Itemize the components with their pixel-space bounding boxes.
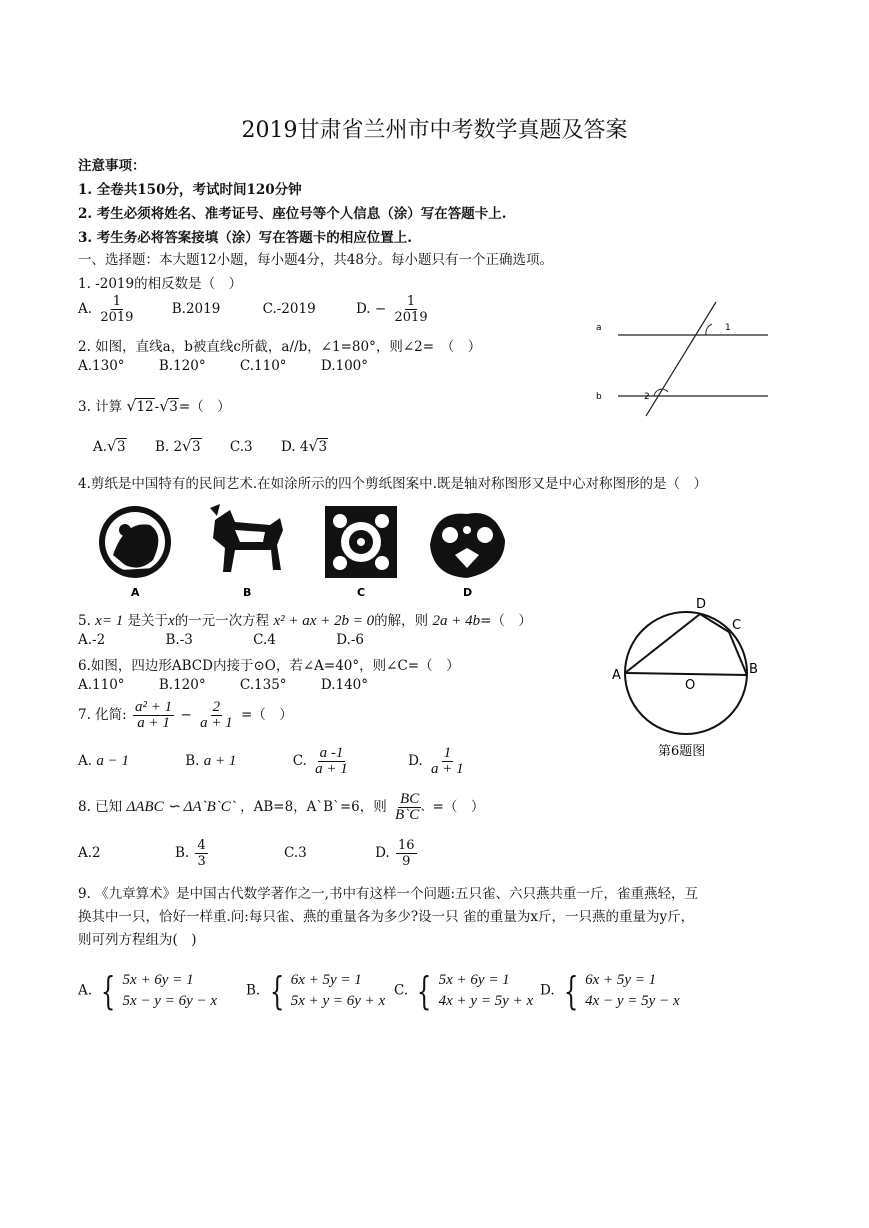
- question-9-line: 9. 《九章算术》是中国古代数学著作之一,书中有这样一个问题:五只雀、六只燕共重一斤，雀重燕轻，互: [78, 886, 699, 902]
- option-a-fraction: $\frac{1}{2019}$: [100, 294, 134, 325]
- question-8-options: A.2 B. $\frac{4}{3}$ C.3 D. $\frac{16}{9}$: [78, 838, 415, 869]
- option-d: D.100°: [320, 358, 369, 374]
- question-9-option-b: B. { 6x + 5y = 1 5x + y = 6y + x: [246, 969, 386, 1013]
- inscribed-quadrilateral-figure: [608, 595, 768, 765]
- option-c: C.135°: [239, 677, 287, 693]
- point-c-label: C: [732, 618, 742, 633]
- option-c: C.3: [229, 439, 253, 455]
- notice-heading: 注意事项：: [78, 158, 146, 174]
- option-d-fraction: $\frac{1}{2019}$: [394, 294, 428, 325]
- question-4-stem: 4.剪纸是中国特有的民间艺术.在如涂所示的四个剪纸图案中.既是轴对称图形又是中心对称图形的是（ ）: [78, 476, 707, 492]
- question-6-options: [78, 677, 368, 693]
- question-9-option-d: D. { 6x + 5y = 1 4x − y = 5y − x: [540, 969, 680, 1013]
- line-a-label: a: [596, 323, 602, 333]
- paper-cut-c-image: [325, 506, 397, 578]
- question-9-line: 换其中一只，恰好一样重.问:每只雀、燕的重量各为多少?设一只 雀的重量为x斤，一只燕的重量为y斤，: [78, 909, 695, 925]
- option-a: A.: [93, 439, 108, 455]
- option-a: A.: [78, 753, 93, 769]
- figure-6-caption: 第6题图: [658, 744, 706, 759]
- option-d-label: D.: [355, 301, 371, 317]
- page-title: 2019甘肃省兰州市中考数学真题及答案: [241, 118, 628, 143]
- line-b-label: b: [596, 392, 602, 402]
- angle-1-label: 1: [725, 323, 731, 333]
- paper-cut-b-label: B: [243, 586, 252, 599]
- paper-cut-c-label: C: [357, 586, 366, 599]
- paper-cut-d-image: [430, 513, 505, 578]
- option-d: D.: [408, 753, 423, 769]
- option-c: C.-2019: [262, 301, 316, 317]
- option-b: B.: [185, 753, 200, 769]
- paper-cut-a-label: A: [131, 586, 140, 599]
- question-1-options: [78, 294, 432, 325]
- question-5-stem: 5. x= 1 是关于x的一元一次方程 x² + ax + 2b = 0的解，则 2a + 4b=（ ）: [78, 613, 532, 629]
- option-b: B. 2: [154, 439, 183, 455]
- question-8-stem: 8. 已知 ΔABC ∽ ΔA`B`C` ，AB=8，A`B`=6，则 $\frac{BC}{B`C`}$ =（ ）: [78, 791, 485, 823]
- paper-cut-b-image: [210, 504, 283, 572]
- option-d: D. 4: [280, 439, 309, 455]
- notice-item: 3. 考生务必将答案接填（涂）写在答题卡的相应位置上.: [78, 230, 412, 246]
- question-7-stem: 7. 化简: $\frac{\text{a² + 1}}{a + 1}$ − $\frac{2}{a + 1}$ =（ ）: [78, 699, 293, 731]
- question-6-stem: 6.如图，四边形ABCD内接于⊙O，若∠A=40°，则∠C=（ ）: [78, 658, 460, 674]
- option-b: B.120°: [158, 358, 206, 374]
- option-a: A.130°: [78, 358, 125, 374]
- option-a: A.2: [78, 845, 101, 861]
- question-7-options: A. a − 1 B. a + 1 C. $\frac{a -1}{a + 1}$ D. $\frac{1}{a + 1}$: [78, 745, 464, 777]
- parallel-lines-figure: [588, 300, 778, 420]
- paper-cut-a-image: [99, 506, 171, 578]
- question-9-option-c: C. { 5x + 6y = 1 4x + y = 5y + x: [394, 969, 534, 1013]
- question-2-stem: 2. 如图，直线a，b被直线c所截，a//b，∠1=80°，则∠2= （ ）: [78, 339, 482, 355]
- question-2-options: [78, 358, 368, 374]
- paper-cut-images: [95, 500, 535, 600]
- option-d: D.: [375, 845, 390, 861]
- option-a: A.110°: [78, 677, 125, 693]
- option-c: C.110°: [239, 358, 287, 374]
- sqrt-12: √ 12: [126, 399, 154, 415]
- angle-2-label: 2: [644, 392, 650, 402]
- paper-cut-d-label: D: [463, 586, 473, 599]
- question-9-line: 则可列方程组为( ): [78, 932, 197, 948]
- point-b-label: B: [749, 662, 758, 677]
- option-b: B.: [174, 845, 190, 861]
- option-a-label: A.: [78, 301, 93, 317]
- option-b: B.-3: [165, 632, 193, 648]
- option-c: C.4: [253, 632, 276, 648]
- question-1-stem: 1. -2019的相反数是（ ）: [78, 276, 243, 292]
- option-b: B.2019: [171, 301, 221, 317]
- question-3-options: A.√ 3 B. 2√ 3 C.3 D. 4√ 3: [93, 439, 328, 455]
- point-o-label: O: [685, 678, 696, 693]
- point-a-label: A: [612, 668, 621, 683]
- question-3-stem: 3. 计算 √ 12-√ 3=（ ）: [78, 395, 231, 415]
- notice-item: 2. 考生必须将姓名、准考证号、座位号等个人信息（涂）写在答题卡上.: [78, 206, 507, 222]
- option-d: D.140°: [320, 677, 369, 693]
- option-d: D.-6: [336, 632, 364, 648]
- section-heading: 一、选择题：本大题12小题，每小题4分，共48分。每小题只有一个正确选项。: [78, 252, 553, 268]
- question-5-options: [78, 632, 364, 648]
- option-a: A.-2: [78, 632, 106, 648]
- question-9-option-a: A. { 5x + 6y = 1 5x − y = 6y − x: [78, 969, 218, 1013]
- option-b: B.120°: [158, 677, 206, 693]
- option-c: C.3: [284, 845, 307, 861]
- point-d-label: D: [696, 597, 707, 612]
- notice-item: 1. 全卷共150分，考试时间120分钟: [78, 182, 302, 198]
- option-c: C.: [292, 753, 307, 769]
- sqrt-3: √ 3: [159, 399, 179, 415]
- option-d-sign: −: [374, 301, 387, 317]
